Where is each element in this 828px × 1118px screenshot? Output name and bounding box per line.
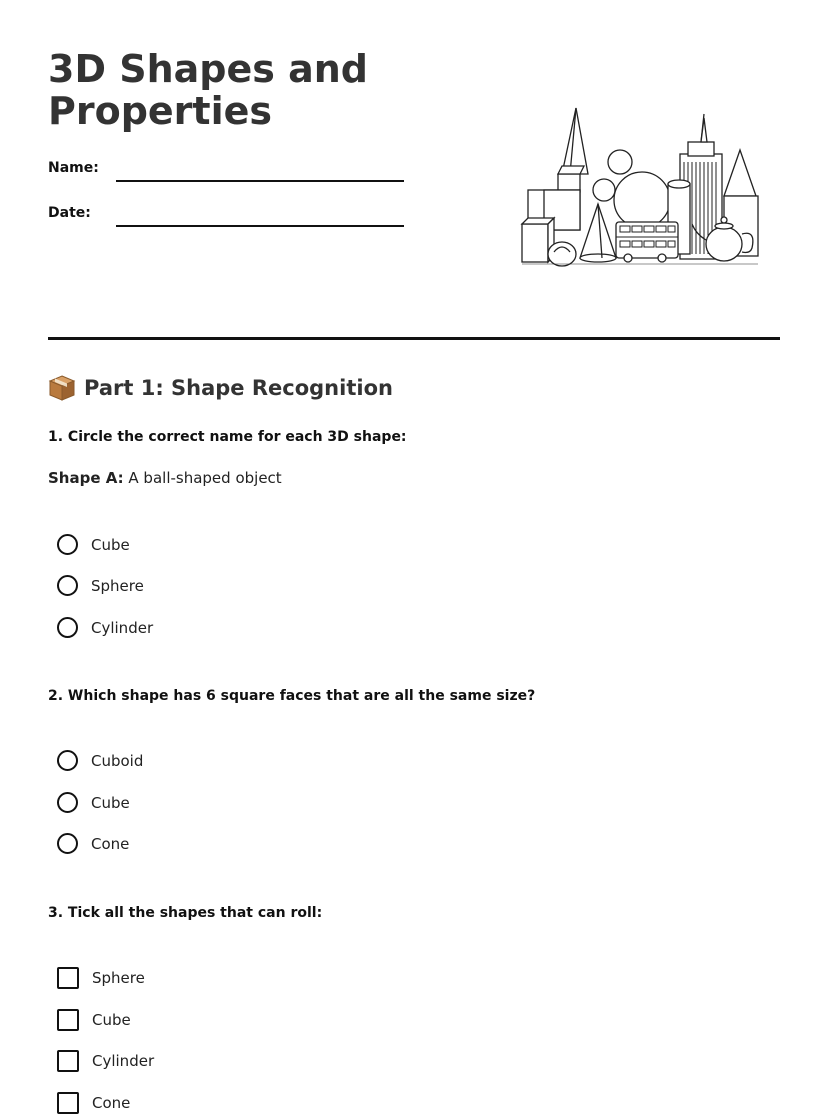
part1-heading <box>48 374 393 402</box>
date-field[interactable] <box>116 225 404 227</box>
q1-option-sphere[interactable] <box>57 575 144 596</box>
option-label: Sphere <box>92 969 145 987</box>
radio-button[interactable] <box>57 575 78 596</box>
name-field[interactable] <box>116 180 404 182</box>
part1-title: Part 1: Shape Recognition <box>84 376 393 400</box>
radio-button[interactable] <box>57 617 78 638</box>
shape-a-label: Shape A: <box>48 469 124 487</box>
radio-button[interactable] <box>57 792 78 813</box>
q3-option-cylinder[interactable] <box>57 1050 154 1072</box>
q1-option-cylinder[interactable] <box>57 617 153 638</box>
checkbox[interactable] <box>57 1092 79 1114</box>
q2-option-cuboid[interactable] <box>57 750 143 771</box>
option-label: Cylinder <box>91 618 154 637</box>
q3-option-cube[interactable] <box>57 1009 131 1031</box>
option-label: Cube <box>91 793 130 812</box>
option-label: Cuboid <box>91 751 144 770</box>
q3-option-sphere[interactable] <box>57 967 145 989</box>
option-label: Cone <box>91 834 130 853</box>
checkbox[interactable] <box>57 1050 79 1072</box>
question-2: 2. Which shape has 6 square faces that are all the same size? <box>48 688 536 704</box>
q2-option-cube[interactable] <box>57 792 130 813</box>
shape-a-description <box>48 469 282 487</box>
name-label: Name: <box>48 160 99 176</box>
q3-option-cone[interactable] <box>57 1092 130 1114</box>
worksheet-title: 3D Shapes and Properties <box>48 47 368 133</box>
package-box-icon <box>48 374 76 402</box>
shape-a-text: A ball-shaped object <box>128 469 282 487</box>
checkbox[interactable] <box>57 967 79 989</box>
question-3: 3. Tick all the shapes that can roll: <box>48 905 323 921</box>
section-divider <box>48 337 780 340</box>
q1-option-cube[interactable] <box>57 534 130 555</box>
3d-shapes-illustration <box>518 104 780 270</box>
question-1: 1. Circle the correct name for each 3D shape: <box>48 429 407 445</box>
option-label: Cylinder <box>92 1052 155 1070</box>
option-label: Sphere <box>91 576 144 595</box>
option-label: Cube <box>91 535 130 554</box>
option-label: Cone <box>92 1094 131 1112</box>
radio-button[interactable] <box>57 534 78 555</box>
date-label: Date: <box>48 205 91 221</box>
radio-button[interactable] <box>57 833 78 854</box>
q2-option-cone[interactable] <box>57 833 129 854</box>
checkbox[interactable] <box>57 1009 79 1031</box>
radio-button[interactable] <box>57 750 78 771</box>
option-label: Cube <box>92 1011 131 1029</box>
